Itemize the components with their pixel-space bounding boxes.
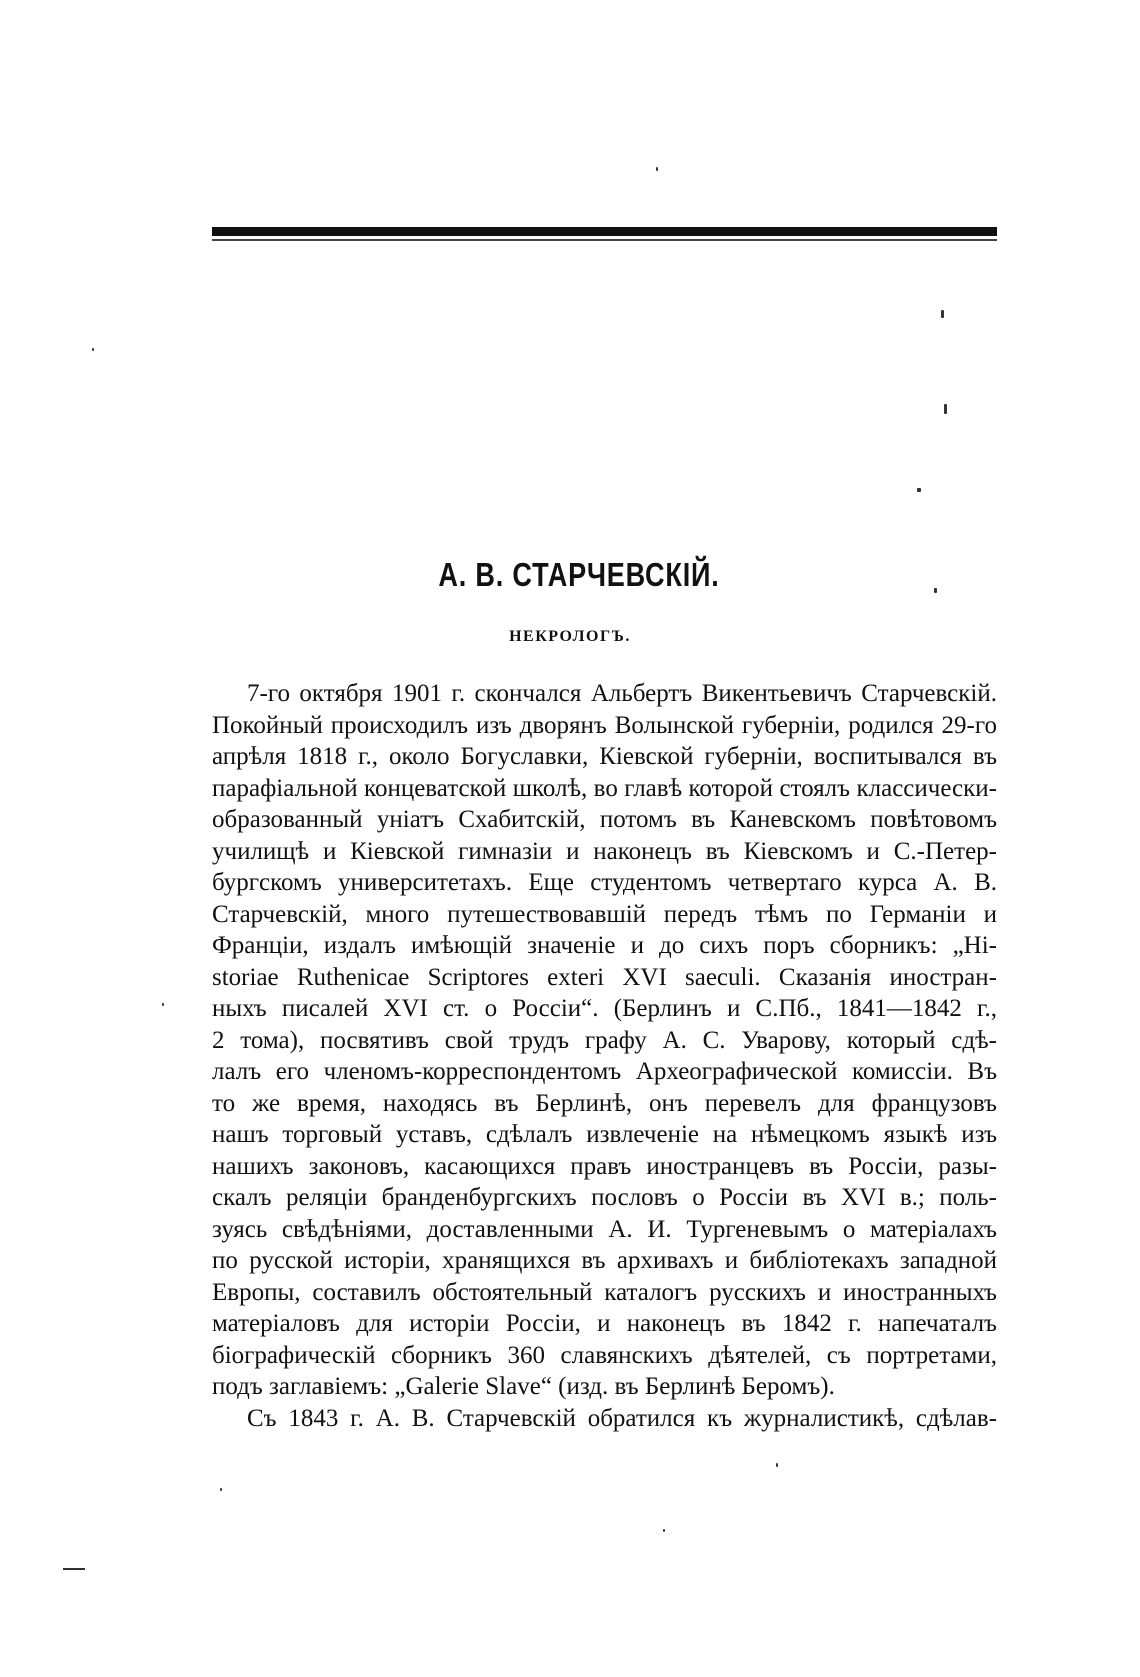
margin-mark xyxy=(63,1568,85,1570)
text-line: 2 тома), посвятивъ свой трудъ графу А. С. Уварову, который сдѣ- xyxy=(212,1026,997,1054)
scan-speck xyxy=(663,1529,665,1532)
text-line: парафіальной концеватской школѣ, во главѣ которой стоялъ классически- xyxy=(212,774,997,802)
text-line: Покойный происходилъ изъ дворянъ Волынской губерніи, родился 29-го xyxy=(212,711,997,739)
text-line: матеріаловъ для исторіи Россіи, и наконецъ въ 1842 г. напечаталъ xyxy=(212,1310,997,1337)
text-line: Европы, составилъ обстоятельный каталогъ русскихъ и иностранныхъ xyxy=(212,1278,997,1306)
text-line: Франціи, издалъ имѣющій значеніе и до сихъ поръ сборникъ: „Hi- xyxy=(212,932,997,959)
text-line: образованный уніатъ Схабитскій, потомъ въ Каневскомъ повѣтовомъ xyxy=(212,806,997,833)
text-line: Съ 1843 г. А. В. Старчевскій обратился къ журналистикѣ, сдѣлав- xyxy=(247,1404,997,1432)
text-line: storiae Ruthenicae Scriptores exteri XVI saeculi. Сказанія иностран- xyxy=(212,963,997,991)
article-body xyxy=(212,678,997,1434)
text-line: ныхъ писалей XVI ст. о Россіи“. (Берлинъ и С.Пб., 1841—1842 г., xyxy=(212,995,997,1022)
scan-speck xyxy=(162,1003,164,1006)
text-line: 7-го октября 1901 г. скончался Альбертъ Викентьевичъ Старчевскій. xyxy=(247,680,997,707)
text-line: то же время, находясь въ Берлинѣ, онъ перевелъ для французовъ xyxy=(212,1089,997,1117)
text-line: біографическій сборникъ 360 славянскихъ дѣятелей, съ портретами, xyxy=(212,1341,997,1369)
text-line: Старчевскій, много путешествовавшій передъ тѣмъ по Германіи и xyxy=(212,900,997,928)
article-subtitle: НЕКРОЛОГЪ. xyxy=(509,628,631,645)
header-rule xyxy=(212,227,997,236)
article-title: А. В. СТАРЧЕВСКІЙ. xyxy=(438,556,720,593)
text-line: апрѣля 1818 г., около Богуславки, Кіевской губерніи, воспитывался въ xyxy=(212,743,997,770)
text-line: училищѣ и Кіевской гимназіи и наконецъ въ Кіевскомъ и С.-Петер- xyxy=(212,837,997,865)
scan-speck xyxy=(776,1463,778,1467)
text-line: по русской исторіи, хранящихся въ архивахъ и библіотекахъ западной xyxy=(212,1247,997,1274)
scan-speck xyxy=(220,1488,222,1491)
scan-speck xyxy=(944,404,947,414)
text-line: бургскомъ университетахъ. Еще студентомъ четвертаго курса А. В. xyxy=(212,869,997,896)
text-line: зуясь свѣдѣніями, доставленными А. И. Тургеневымъ о матеріалахъ xyxy=(212,1215,997,1243)
text-line: подъ заглавіемъ: „Galerie Slave“ (изд. въ Берлинѣ Беромъ). xyxy=(212,1373,835,1400)
scan-speck xyxy=(92,348,94,351)
text-line: скалъ реляціи бранденбургскихъ пословъ о Россіи въ XVI в.; поль- xyxy=(212,1184,997,1211)
scan-speck xyxy=(917,488,921,492)
scan-speck xyxy=(941,310,944,318)
scan-speck xyxy=(656,167,658,171)
text-line: лалъ его членомъ-корреспондентомъ Археографической комиссіи. Въ xyxy=(212,1058,997,1085)
text-line: нашихъ законовъ, касающихся правъ иностранцевъ въ Россіи, разы- xyxy=(212,1152,997,1180)
header-rule-thin xyxy=(212,239,997,241)
text-line: нашъ торговый уставъ, сдѣлалъ извлеченіе на нѣмецкомъ языкѣ изъ xyxy=(212,1121,997,1148)
